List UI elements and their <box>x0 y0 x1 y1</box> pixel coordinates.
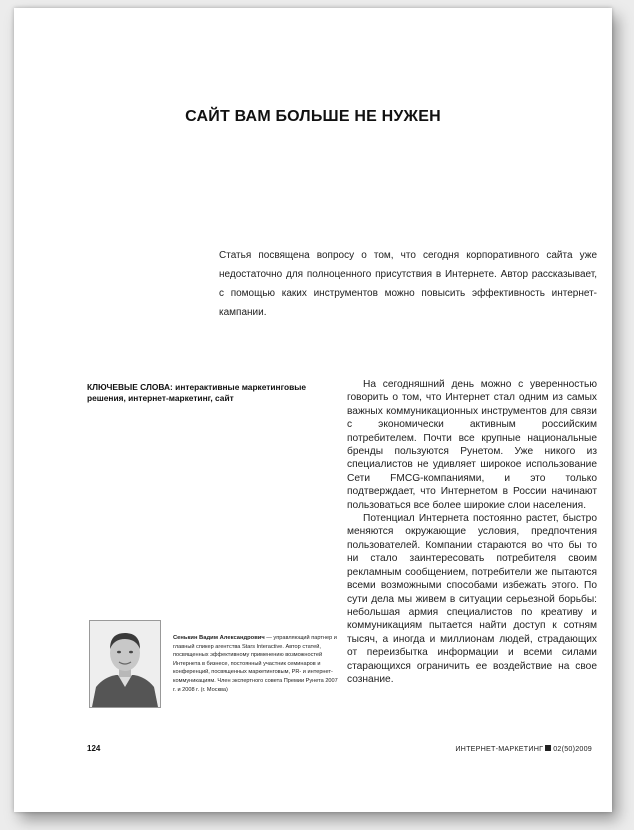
keywords-value: интерактивные маркетинговые решения, интернет-маркетинг, сайт <box>87 382 307 403</box>
article-body <box>347 378 597 686</box>
author-description: — управляющий партнер и главный спикер агентства Stars Interactive. Автор статей, посвященных эффективному применению возможностей Интернета в бизнесе, постоянный участник семинаров и конференций, посвященных маркетинговым, PR- и интернет-коммуникациям. Член экспертного совета Премии Рунета 2007 г. и 2008 г. (г. Москва) <box>173 635 338 693</box>
body-paragraph: На сегодняшний день можно с уверенностью говорить о том, что Интернет стал одним из самых важных коммуникационных инструментов для связи с экономически активным российским потребителем. Почти все крупные национальные бренды пользуются Рунетом. Уже никого из специалистов не удивляет широкое использование Сети FMCG-компаниями, и это только подтверждает, что Интернетом в России начинают пользоваться все более широкие слои населения. <box>347 379 597 511</box>
journal-name: ИНТЕРНЕТ-МАРКЕТИНГ <box>455 744 544 753</box>
author-block <box>87 620 337 706</box>
author-photo <box>89 620 161 708</box>
keywords-label: КЛЮЧЕВЫЕ СЛОВА: <box>87 382 173 392</box>
page-number: 124 <box>87 744 101 753</box>
square-separator-icon <box>545 745 551 751</box>
author-bio <box>173 634 338 694</box>
article-title: САЙТ ВАМ БОЛЬШЕ НЕ НУЖЕН <box>185 108 441 125</box>
journal-footer <box>455 744 592 753</box>
magazine-page <box>14 8 612 812</box>
keywords-block <box>87 382 337 404</box>
issue-number: 02(50)2009 <box>553 744 592 753</box>
article-abstract: Статья посвящена вопросу о том, что сегодня корпоративного сайта уже недостаточно для полноценного присутствия в Интернете. Автор рассказывает, с помощью каких инструментов можно повысить эффективность интернет-кампании. <box>219 250 597 318</box>
body-paragraph: Потенциал Интернета постоянно растет, быстро меняются окружающие условия, предпочтения пользователей. Компании стараются во что бы то ни стало заинтересовать потребителя своим рекламным сообщением, потребители же пытаются всеми возможными способами избежать этого. По сути дела мы живем в ситуации серьезной борьбы: небольшая армия специалистов по креативу и коммуникациям пытается найти доступ к сотням тысяч, а иногда и миллионам людей, страдающих от переизбытка информации и всеми силами старающихся ограничить ее воздействие на свое сознание. <box>347 513 597 685</box>
author-name: Сенькин Вадим Александрович <box>173 635 265 641</box>
